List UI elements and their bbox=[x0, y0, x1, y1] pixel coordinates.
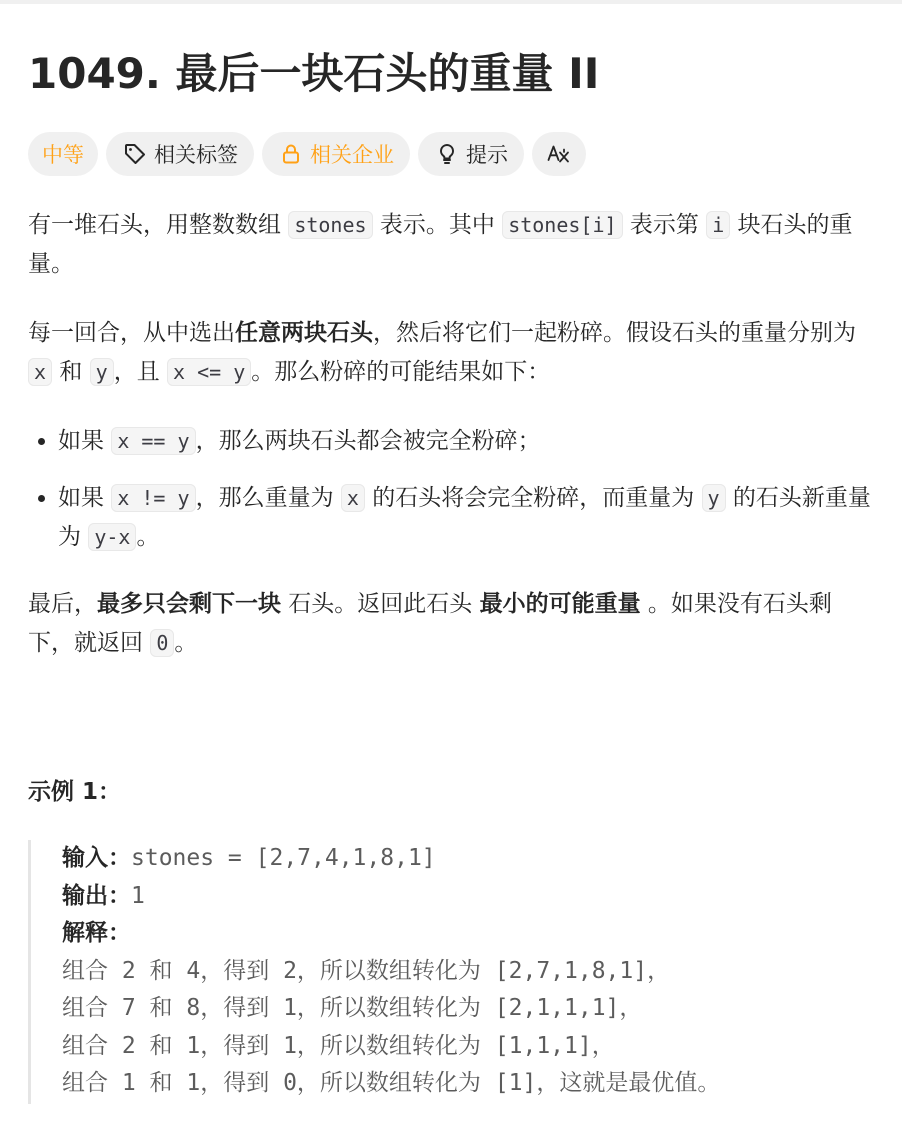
inline-code: 0 bbox=[150, 629, 174, 657]
translate-button[interactable] bbox=[532, 132, 586, 176]
bold-text: 最小的可能重量 bbox=[479, 591, 641, 617]
inline-code: x bbox=[28, 358, 52, 386]
explain-step: 组合 2 和 1，得到 1，所以数组转化为 [1,1,1]， bbox=[62, 1032, 615, 1059]
input-label: 输入： bbox=[62, 845, 131, 871]
inline-code: x != y bbox=[111, 484, 195, 512]
inline-code: y bbox=[702, 484, 726, 512]
top-strip bbox=[0, 0, 902, 4]
lightbulb-icon bbox=[434, 141, 460, 167]
list-item: • 如果 x == y ，那么两块石头都会被完全粉碎； bbox=[58, 422, 873, 461]
output-label: 输出： bbox=[62, 882, 131, 909]
input-value: stones = [2,7,4,1,8,1] bbox=[131, 845, 436, 871]
translate-icon bbox=[546, 141, 572, 167]
explain-step: 组合 7 和 8，得到 1，所以数组转化为 [2,1,1,1]， bbox=[62, 995, 643, 1021]
explain-step: 组合 1 和 1，得到 0，所以数组转化为 [1]，这就是最优值。 bbox=[62, 1070, 721, 1096]
difficulty-badge[interactable]: 中等 bbox=[28, 132, 98, 176]
inline-code: x bbox=[341, 484, 365, 512]
related-companies-button[interactable] bbox=[262, 132, 410, 176]
inline-code: i bbox=[706, 211, 730, 239]
description-paragraph: 每一回合，从中选出任意两块石头，然后将它们一起粉碎。假设石头的重量分别为 x 和 y ，且 x <= y 。那么粉碎的可能结果如下： bbox=[28, 320, 856, 385]
rules-list bbox=[28, 422, 873, 557]
list-item: • 如果 x != y ，那么重量为 x 的石头将会完全粉碎，而重量为 y 的石头新重量为 y-x 。 bbox=[58, 479, 873, 557]
example-output-line bbox=[62, 878, 873, 916]
problem-description bbox=[28, 206, 873, 693]
bold-text: 最多只会剩下一块 bbox=[97, 591, 281, 617]
example-input-line bbox=[62, 840, 873, 878]
hint-button[interactable] bbox=[418, 132, 524, 176]
bold-text: 任意两块石头 bbox=[235, 320, 373, 346]
related-topics-label: 相关标签 bbox=[154, 143, 238, 167]
description-paragraph: 有一堆石头，用整数数组 stones 表示。其中 stones[i] 表示第 i 块石头的重量。 bbox=[28, 212, 853, 277]
problem-title: 1049. 最后一块石头的重量 II bbox=[28, 49, 600, 98]
explain-label: 解释： bbox=[62, 920, 131, 946]
related-topics-button[interactable] bbox=[106, 132, 254, 176]
tag-bar bbox=[28, 132, 586, 176]
inline-code: stones bbox=[288, 211, 372, 239]
explain-step: 组合 2 和 4，得到 2，所以数组转化为 [2,7,1,8,1]， bbox=[62, 957, 671, 984]
tag-icon bbox=[122, 141, 148, 167]
inline-code: x == y bbox=[111, 427, 195, 455]
inline-code: y-x bbox=[88, 523, 136, 551]
output-value: 1 bbox=[131, 882, 145, 909]
description-paragraph: 最后，最多只会剩下一块 石头。返回此石头 最小的可能重量 。如果没有石头剩下，就返回 0 。 bbox=[28, 591, 832, 656]
example-explain-line bbox=[62, 915, 873, 953]
example-title: 示例 1： bbox=[28, 779, 122, 805]
example-block bbox=[28, 840, 873, 1104]
lock-icon bbox=[278, 141, 304, 167]
inline-code: stones[i] bbox=[502, 211, 622, 239]
hint-label: 提示 bbox=[466, 143, 508, 167]
related-companies-label: 相关企业 bbox=[310, 143, 394, 167]
inline-code: y bbox=[90, 358, 114, 386]
inline-code: x <= y bbox=[167, 358, 251, 386]
